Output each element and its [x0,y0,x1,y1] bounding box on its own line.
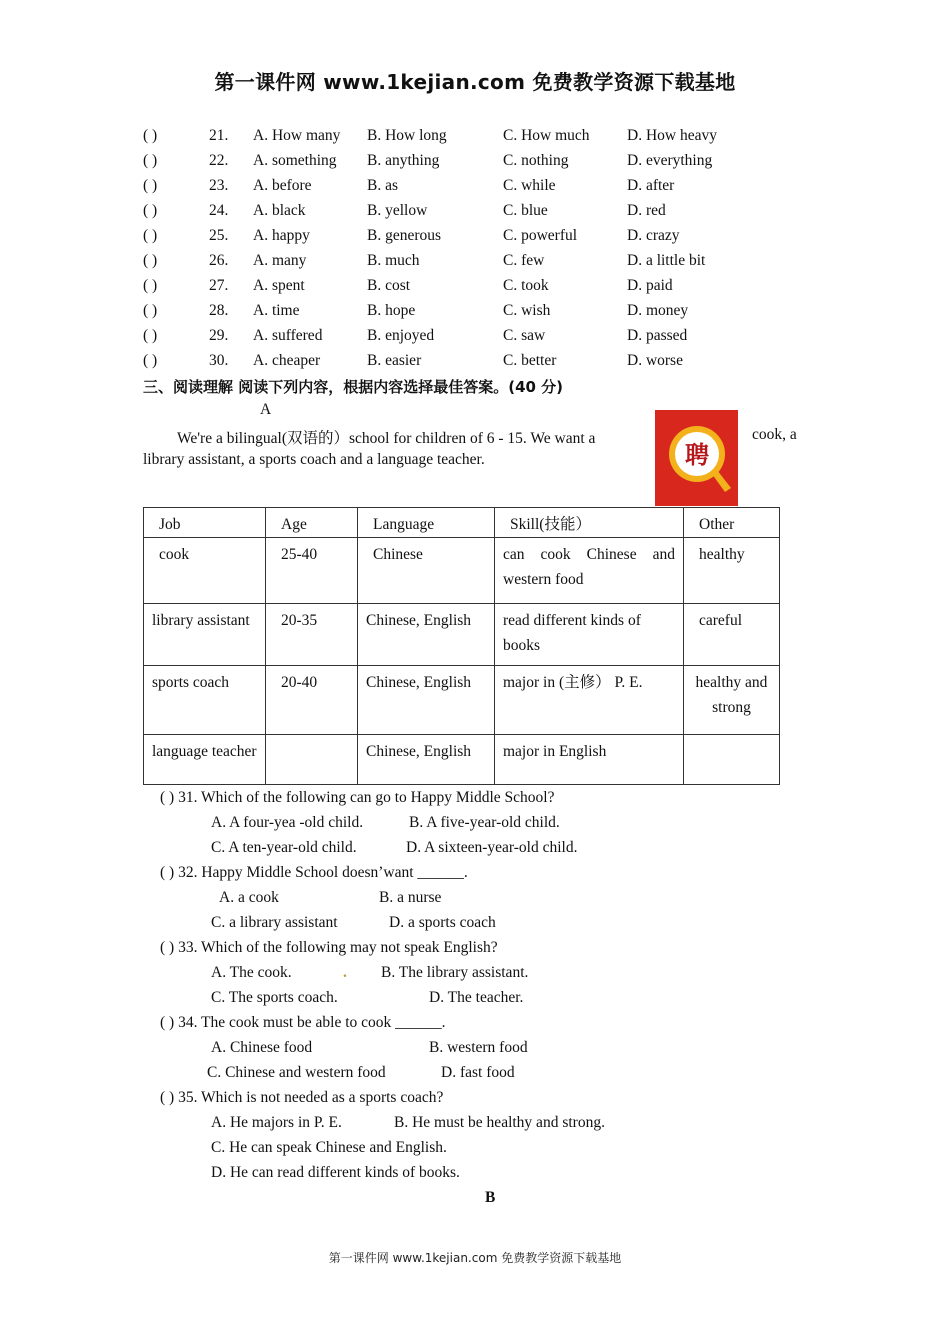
option-c: C. few [503,252,545,269]
cell-language: Chinese, English [358,604,495,666]
q35-option-c: C. He can speak Chinese and English. [211,1139,447,1156]
q32-option-c: C. a library assistant [211,914,338,931]
cell-other: healthy and strong [684,666,780,735]
cell-language: Chinese, English [358,735,495,785]
cell-skill: can cook Chinese and western food [495,538,684,604]
option-b: B. enjoyed [367,327,435,344]
cloze-row [0,152,950,177]
answer-bracket: ( ) [143,277,158,294]
q32-option-a: A. a cook [219,889,279,906]
question-33-stem: ( ) 33. Which of the following may not speak English? [160,939,498,956]
option-a: A. many [253,252,307,269]
recruit-logo-image [655,410,738,506]
cloze-row [0,227,950,252]
option-a: A. time [253,302,300,319]
q34-option-d: D. fast food [441,1064,515,1081]
cell-job: sports coach [144,666,266,735]
option-d: D. How heavy [627,127,717,144]
option-b: B. easier [367,352,422,369]
cell-language: Chinese, English [358,666,495,735]
question-number: 25. [209,227,229,244]
option-b: B. generous [367,227,442,244]
option-d: D. everything [627,152,713,169]
svg-text:聘: 聘 [685,440,709,469]
option-c: C. How much [503,127,590,144]
question-32-stem: ( ) 32. Happy Middle School doesn’want ______. [160,864,468,881]
header-age: Age [266,508,358,538]
q31-option-d: D. A sixteen-year-old child. [406,839,578,856]
q33-stray-dot: . [343,964,347,981]
question-number: 27. [209,277,229,294]
page-header: 第一课件网 www.1kejian.com 免费教学资源下载基地 [214,70,736,94]
option-b: B. much [367,252,420,269]
cell-other [684,735,780,785]
option-d: D. crazy [627,227,680,244]
answer-bracket: ( ) [143,152,158,169]
cell-language: Chinese [358,538,495,604]
cell-job: cook [144,538,266,604]
option-c: C. powerful [503,227,578,244]
passage-a-intro-line1: We're a bilingual(双语的）school for children of 6 - 15. We want a [177,430,596,447]
q35-option-b: B. He must be healthy and strong. [394,1114,605,1131]
option-b: B. cost [367,277,411,294]
option-c: C. took [503,277,549,294]
q33-option-a: A. The cook. [211,964,292,981]
q35-option-d: D. He can read different kinds of books. [211,1164,460,1181]
cell-other: careful [684,604,780,666]
cell-age: 20-40 [266,666,358,735]
header-language: Language [358,508,495,538]
passage-b-label: B [485,1189,496,1206]
cell-age: 25-40 [266,538,358,604]
option-b: B. hope [367,302,416,319]
option-d: D. red [627,202,666,219]
cell-skill: read different kinds of books [495,604,684,666]
option-a: A. suffered [253,327,323,344]
q33-option-b: B. The library assistant. [381,964,529,981]
answer-bracket: ( ) [143,202,158,219]
cell-other: healthy [684,538,780,604]
cell-job: library assistant [144,604,266,666]
answer-bracket: ( ) [143,302,158,319]
question-number: 21. [209,127,229,144]
option-d: D. worse [627,352,683,369]
passage-a-label: A [260,401,272,418]
cloze-row [0,302,950,327]
option-a: A. cheaper [253,352,321,369]
answer-bracket: ( ) [143,352,158,369]
option-c: C. nothing [503,152,569,169]
question-number: 28. [209,302,229,319]
question-35-stem: ( ) 35. Which is not needed as a sports coach? [160,1089,444,1106]
cell-job: language teacher [144,735,266,785]
table-row [144,735,780,785]
option-a: A. black [253,202,306,219]
option-a: A. How many [253,127,341,144]
cloze-row [0,327,950,352]
q31-option-c: C. A ten-year-old child. [211,839,357,856]
option-a: A. before [253,177,312,194]
q34-option-a: A. Chinese food [211,1039,313,1056]
option-d: D. paid [627,277,673,294]
job-table [143,507,780,785]
cloze-row [0,177,950,202]
option-b: B. as [367,177,398,194]
question-number: 30. [209,352,229,369]
cell-skill: major in (主修） P. E. [495,666,684,735]
cloze-row [0,252,950,277]
option-c: C. better [503,352,557,369]
q31-option-a: A. A four-yea -old child. [211,814,364,831]
q34-option-c: C. Chinese and western food [207,1064,386,1081]
q32-option-b: B. a nurse [379,889,442,906]
answer-bracket: ( ) [143,327,158,344]
question-number: 26. [209,252,229,269]
option-b: B. yellow [367,202,428,219]
option-a: A. something [253,152,337,169]
section-title: 三、阅读理解 阅读下列内容，根据内容选择最佳答案。(40 分) [143,378,564,396]
question-number: 23. [209,177,229,194]
answer-bracket: ( ) [143,127,158,144]
option-c: C. wish [503,302,551,319]
cell-skill: major in English [495,735,684,785]
option-c: C. while [503,177,556,194]
q34-option-b: B. western food [429,1039,528,1056]
header-other: Other [684,508,780,538]
option-b: B. anything [367,152,440,169]
answer-bracket: ( ) [143,252,158,269]
answer-bracket: ( ) [143,177,158,194]
cloze-row [0,202,950,227]
header-job: Job [144,508,266,538]
cloze-row [0,277,950,302]
header-skill: Skill(技能） [495,508,684,538]
option-d: D. money [627,302,689,319]
question-number: 29. [209,327,229,344]
option-d: D. after [627,177,675,194]
q32-option-d: D. a sports coach [389,914,496,931]
q33-option-d: D. The teacher. [429,989,524,1006]
option-d: D. a little bit [627,252,706,269]
option-a: A. spent [253,277,305,294]
cell-age [266,735,358,785]
option-d: D. passed [627,327,688,344]
question-31-stem: ( ) 31. Which of the following can go to Happy Middle School? [160,789,555,806]
passage-a-intro-line1-end: cook, a [752,426,797,443]
option-c: C. blue [503,202,548,219]
option-a: A. happy [253,227,310,244]
q35-option-a: A. He majors in P. E. [211,1114,342,1131]
q31-option-b: B. A five-year-old child. [409,814,560,831]
cell-age: 20-35 [266,604,358,666]
answer-bracket: ( ) [143,227,158,244]
cloze-row [0,352,950,377]
option-c: C. saw [503,327,546,344]
table-row [144,604,780,666]
q33-option-c: C. The sports coach. [211,989,338,1006]
question-number: 22. [209,152,229,169]
page-footer: 第一课件网 www.1kejian.com 免费教学资源下载基地 [328,1251,622,1265]
question-number: 24. [209,202,229,219]
table-row [144,666,780,735]
table-header-row [144,508,780,538]
question-34-stem: ( ) 34. The cook must be able to cook ______. [160,1014,446,1031]
table-row [144,538,780,604]
option-b: B. How long [367,127,447,144]
cloze-row [0,127,950,152]
passage-a-intro-line2: library assistant, a sports coach and a language teacher. [143,451,485,468]
